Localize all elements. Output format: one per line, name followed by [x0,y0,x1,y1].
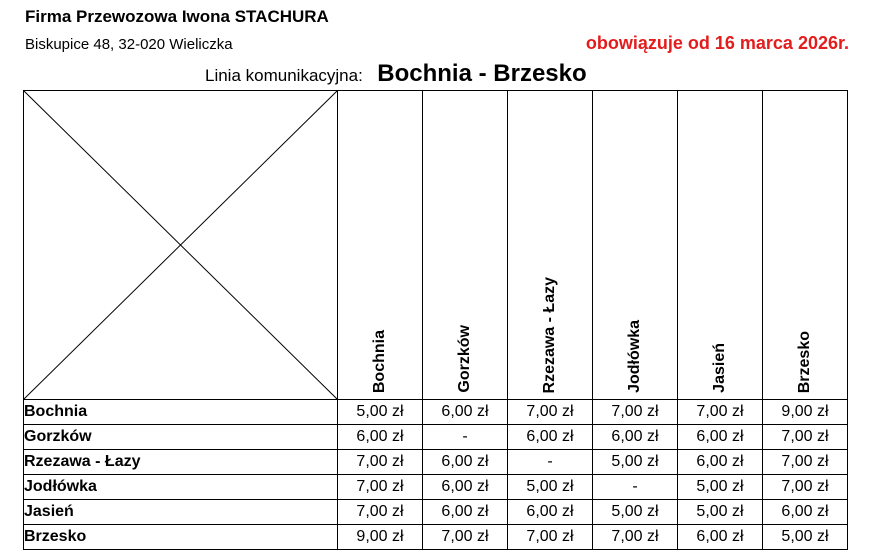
column-header-label: Jodłówka [626,320,643,393]
fare-cell: 6,00 zł [763,500,848,525]
fare-cell: 7,00 zł [763,425,848,450]
fare-cell: - [508,450,593,475]
fare-cell: 7,00 zł [423,525,508,550]
table-row [24,525,848,550]
fare-cell: 5,00 zł [593,450,678,475]
table-row [24,500,848,525]
fare-cell: 5,00 zł [678,475,763,500]
fare-cell: 9,00 zł [763,400,848,425]
fare-cell: 5,00 zł [763,525,848,550]
table-row [24,425,848,450]
fare-cell: 7,00 zł [338,475,423,500]
row-header: Jodłówka [24,475,338,500]
fare-cell: 7,00 zł [338,500,423,525]
column-header-jodlowka [593,91,678,400]
row-header: Gorzków [24,425,338,450]
fare-cell: 7,00 zł [338,450,423,475]
corner-cross-lines [24,91,337,399]
fare-cell: 6,00 zł [423,500,508,525]
column-header-label: Gorzków [456,325,473,393]
fare-table [23,90,848,550]
fare-cell: 6,00 zł [423,450,508,475]
line-heading [205,60,587,88]
row-header: Rzezawa - Łazy [24,450,338,475]
fare-cell: 6,00 zł [508,500,593,525]
table-row [24,450,848,475]
fare-cell: 6,00 zł [423,400,508,425]
row-header: Bochnia [24,400,338,425]
company-name: Firma Przewozowa Iwona STACHURA [25,7,329,26]
fare-cell: 5,00 zł [508,475,593,500]
line-label: Linia komunikacyjna: [205,66,363,85]
fare-cell: 7,00 zł [508,400,593,425]
table-corner-cell [24,91,338,400]
column-header-label: Brzesko [796,330,813,393]
column-header-label: Jasień [711,343,728,393]
column-header-bochnia [338,91,423,400]
fare-cell: 7,00 zł [763,475,848,500]
fare-cell: 6,00 zł [423,475,508,500]
column-header-rzezawa-lazy [508,91,593,400]
valid-from-notice: obowiązuje od 16 marca 2026r. [585,33,849,53]
fare-cell: 6,00 zł [678,525,763,550]
fare-cell: 6,00 zł [338,425,423,450]
fare-cell: 7,00 zł [763,450,848,475]
table-row [24,400,848,425]
table-row [24,475,848,500]
fare-cell: 9,00 zł [338,525,423,550]
fare-cell: 7,00 zł [508,525,593,550]
fare-cell: 6,00 zł [593,425,678,450]
column-header-brzesko [763,91,848,400]
column-header-gorzkow [423,91,508,400]
line-name: Bochnia - Brzesko [377,60,587,87]
column-header-label: Rzezawa - Łazy [541,276,558,393]
column-header-label: Bochnia [371,329,388,393]
fare-cell: 5,00 zł [593,500,678,525]
column-header-jasien [678,91,763,400]
fare-cell: 7,00 zł [678,400,763,425]
fare-cell: 6,00 zł [508,425,593,450]
fare-cell: 7,00 zł [593,525,678,550]
row-header: Jasień [24,500,338,525]
fare-cell: 5,00 zł [338,400,423,425]
fare-cell: 6,00 zł [678,425,763,450]
row-header: Brzesko [24,525,338,550]
fare-cell: 5,00 zł [678,500,763,525]
fare-cell: - [593,475,678,500]
company-address: Biskupice 48, 32-020 Wieliczka [25,36,233,53]
fare-cell: 6,00 zł [678,450,763,475]
fare-cell: - [423,425,508,450]
column-header-row [24,91,848,400]
fare-cell: 7,00 zł [593,400,678,425]
